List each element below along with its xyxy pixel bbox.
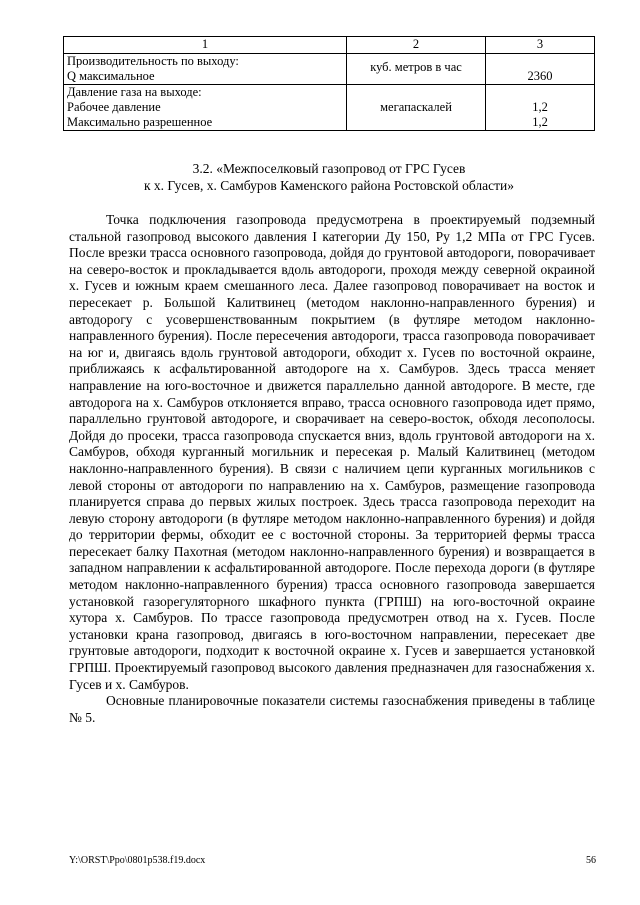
table-cell-value	[486, 54, 595, 85]
section-heading	[63, 160, 595, 194]
table-cell-parameter	[64, 54, 347, 85]
table-cell-value	[486, 85, 595, 131]
table-header-row	[64, 37, 595, 54]
table-cell-unit	[347, 54, 486, 85]
footer-file-path: Y:\ORST\Ppo\0801p538.f19.docx	[69, 855, 206, 866]
table-header-cell: 2	[347, 37, 486, 54]
paragraph: Основные планировочные показатели системы газоснабжения приведены в таблице № 5.	[69, 693, 595, 725]
body-text	[69, 212, 595, 726]
value-text: 1,2	[532, 100, 548, 114]
parameter-line: Q максимальное	[67, 69, 155, 83]
table-header-cell: 3	[486, 37, 595, 54]
value-text: 1,2	[532, 115, 548, 129]
footer-page-number: 56	[586, 855, 596, 866]
table-row	[64, 85, 595, 131]
section-heading-line: 3.2. «Межпоселковый газопровод от ГРС Гусев	[192, 161, 466, 176]
table-cell-parameter	[64, 85, 347, 131]
unit-text: куб. метров в час	[370, 60, 462, 74]
parameter-line: Рабочее давление	[67, 100, 161, 114]
table-row	[64, 54, 595, 85]
unit-text: мегапаскалей	[380, 100, 452, 114]
table-cell-unit	[347, 85, 486, 131]
paragraph: Точка подключения газопровода предусмотрена в проектируемый подземный стальной газопровод высокого давления I категории Ду 150, Ру 1,2 МПа от ГРС Гусев. После врезки трасса основного газопровода, дойдя до грунтовой автодороги, поворачивает на северо-восток и прокладывается вдоль автодороги, проходя между северной окраиной х. Гусев и южным краем смешанного леса. Далее газопровод поворачивает на восток и пересекает р. Большой Калитвинец (методом наклонно-направленного бурения) и автодорогу с усовершенствованным покрытием (в футляре методом наклонно-направленного бурения). После пересечения автодороги, трасса газопровода поворачивает на юг и, двигаясь вдоль грунтовой автодороги, обходит х. Гусев по восточной окраине, приближаясь к асфальтированной автодороге на х. Самбуров. Здесь трасса меняет направление на юго-восточное и движется параллельно данной автодороге. В месте, где автодорога на х. Самбуров отклоняется вправо, трасса основного газопровода идет прямо, параллельно грунтовой автодороге, и сворачивает на северо-восток, обходя лесополосы. Дойдя до просеки, трасса газопровода спускается вниз, вдоль грунтовой автодороги на х. Самбуров, обходя курганный могильник и пересекая р. Малый Калитвинец (методом наклонно-направленного бурения). В связи с наличием цепи курганных могильников с левой стороны от автодороги по направлению на х. Самбуров, размещение газопровода планируется справа до первых жилых построек. Здесь трасса газопровода переходит на левую сторону автодороги (в футляре методом наклонно-направленного бурения) и дойдя до территории фермы, обходит ее с восточной стороны. За территорией фермы трасса пересекает балку Пахотная (методом наклонно-направленного бурения) и возвращается в западном направлении к асфальтированной автодороге. После перехода дороги (в футляре методом наклонно-направленного бурения) трасса основного газопровода завершается установкой газорегуляторного шкафного пункта (ГРПШ) на юго-восточной окраине хутора х. Самбуров. По трассе газопровода предусмотрен отвод на х. Гусев. После установки крана газопровод, двигаясь в юго-восточном направлении, пересекает две грунтовые автодороги, подходит к восточной окраине х. Гусев и завершается установкой ГРПШ. Проектируемый газопровод высокого давления предназначен для газоснабжения х. Гусев и х. Самбуров.	[69, 212, 595, 692]
parameters-table	[63, 36, 595, 131]
table-header-cell: 1	[64, 37, 347, 54]
parameter-line: Максимально разрешенное	[67, 115, 213, 129]
section-heading-line: к х. Гусев, х. Самбуров Каменского района Ростовской области»	[143, 178, 515, 193]
parameter-line: Давление газа на выходе:	[67, 85, 202, 99]
parameter-line: Производительность по выходу:	[67, 54, 239, 68]
value-text: 2360	[527, 69, 553, 83]
